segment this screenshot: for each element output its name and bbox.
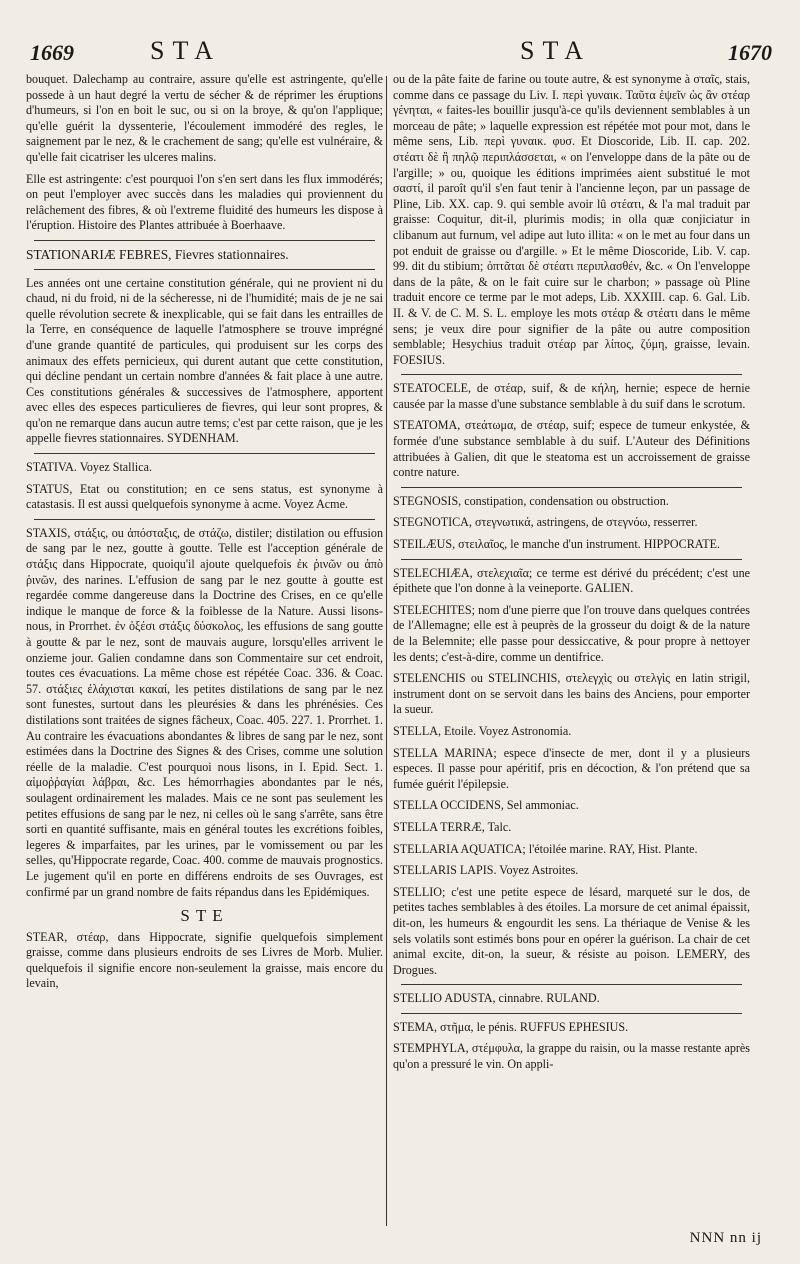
right-entry: STELLIO ADUSTA, cinnabre. RULAND.: [393, 991, 600, 1006]
left-entry: STATUS, Etat ou constitution; en ce sens status, est synonyme à catastasis. Il est aussi quelquefois synonyme à acme. Voyez Acme.: [26, 481, 383, 512]
column-divider: [386, 76, 387, 1226]
entry-separator: [401, 487, 742, 488]
entry-separator: [401, 1013, 742, 1014]
left-entry: STATIVA. Voyez Stallica.: [26, 460, 153, 475]
entry-separator: [34, 453, 375, 454]
right-entry: STEATOCELE, de στέαρ, suif, & de κήλη, hernie; espece de hernie causée par la masse d'une substance semblable à du suif dans le scrotum.: [393, 381, 750, 411]
entry-separator: [34, 519, 375, 520]
right-entry: STELLA, Etoile. Voyez Astronomia.: [393, 723, 572, 738]
right-column: [393, 72, 750, 1079]
right-entry: STELECHITES; nom d'une pierre que l'on trouve dans quelques contrées de l'Allemagne; elle est à peuprès de la grosseur du doigt & de la nature de la Belemnite; elle passe pour dessiccative, & pour propre à nettoyer les dents; c'est-à-dire, comme un dentifrice.: [393, 602, 750, 664]
running-head-left: STA: [150, 36, 222, 65]
right-entry: STEMPHYLA, στέμφυλα, la grappe du raisin, ou la masse restante après qu'on a pressuré le vin. On appli-: [393, 1041, 750, 1072]
entry-separator: [401, 984, 742, 985]
signature-mark: NNN nn ij: [689, 1230, 762, 1246]
right-entry: ou de la pâte faite de farine ou toute autre, & est synonyme à σταῖς, stais, comme dans ce passage du Liv. I. περὶ γυναικ. Ταῦτα ἑψεῖν ὡς ἂν στέαρ γένηται, « faites-les bouillir jusqu'à-ce qu'ils deviennent semblables à un morceau de pâte; » laquelle expression est répétée mot pour mot, dans le même sens, Lib. περὶ γυναικ. φυσ. Et Dioscoride, Lib. II. cap. 202. στέατι δὲ ἢ πηλῷ περιπλάσσεται, « on l'enveloppe dans de la pâte ou de l'argille; » ou, quoique les éditions imprimées aient substitué le mot σαστί, il paroît qu'il s'en faut tenir à l'ancienne leçon, par un passage de Pline, Lib. XX. cap. 9. qui semble avoir lû στέατι, & l'a mal traduit par graisse: Coquitur, dit-il, plurimis modis; in olla quæ conjiciatur in clibanum aut furnum, vel adipe aut luto illita: « on le met au four dans un pot enduit de graisse ou d'argille. » Et le même Dioscoride, Lib. V. cap. 99. dit du stibium; ὀπτᾶται δὲ στέατι περιπλασθέν, &c. « On l'enveloppe dans de la pâte, & on le fait cuire sur le charbon; » passage où Pline traduit encore ce terme par le mot adeps, Lib. XXXIII. cap. 6. Gal. Lib. II. & V. de C. M. S. L. employe les mots στέαρ & στέατι dans le même sens; je veux dire pour signifier de la pâte ou autre composition semblable; Hesychius traduit στέαρ par λίπος, ζύμη, graisse, levain. FOESIUS.: [393, 72, 750, 367]
right-entry: STELLARIS LAPIS. Voyez Astroites.: [393, 863, 579, 878]
left-entry: bouquet. Dalechamp au contraire, assure qu'elle est astringente, qu'elle possede à un haut degré la vertu de sécher & de réprimer les éruptions d'humeurs, si l'on en boit le suc, ou si on la broye, & qu'on l'applique; qu'elle guérit la dyssenterie, l'écoulement immodéré des regles, le saignement par le nez, & le crachement de sang; qu'elle est vulnéraire, & qu'elle fait cicatriser les ulceres malins.: [26, 72, 383, 164]
left-entry: Elle est astringente: c'est pourquoi l'on s'en sert dans les flux immodérés; on peut l'employer avec succès dans les maladies qui proviennent du relâchement des fibres, & où l'extreme fluidité des humeurs les dispose à l'éruption. Histoire des Plantes attribuée à Boerhaave.: [26, 171, 383, 233]
page-number-left: 1669: [30, 40, 74, 65]
entry-separator: [34, 240, 375, 241]
left-entry: Les années ont une certaine constitution générale, qui ne provient ni du chaud, ni du froid, ni de la sécheresse, ni de l'humidité; mais de je ne sai quelle révolution secrete & inexplicable, qui se fait dans les entrailles de la Terre, en conséquence de laquelle l'atmosphere se trouve imprégné d'une grande quantité de particules, qui produisent sur les corps des animaux des effets pernicieux, qui durent autant que cette constitution, qui décline pendant un certain nombre d'années & fait place à une autre. Ces constitutions générales & successives de l'atmosphere, apportent avec elles des especes particulieres de fievres, qui leur sont propres, & qu'on ne remarque dans aucun autre tems; c'est par cette raison, que je les appelle fievres stationnaires. SYDENHAM.: [26, 275, 383, 446]
left-column: [26, 72, 383, 998]
entry-separator: [401, 374, 742, 375]
right-entry: STELENCHIS ou STELINCHIS, στελεγχὶς ou στελγὶς en latin strigil, instrument dont on se servoit dans les bains des Anciens, pour emporter la sueur.: [393, 671, 750, 717]
right-entry: STELLIO; c'est une petite espece de lésard, marqueté sur le dos, de petites taches semblables à des étoiles. La morsure de cet animal épaissit, dit-on, les humeurs & engourdit les sens. La thériaque de Venise & les sels volatils sont estimés bons pour en opérer la guérison. La chair de cet animal excite, dit-on, la sueur, & résiste au poison. LEMERY, des Drogues.: [393, 884, 750, 977]
entry-separator: [34, 269, 375, 270]
right-entry: STELECHIÆA, στελεχιαῖα; ce terme est dérivé du précédent; c'est une épithete que l'on donne à la veineporte. GALIEN.: [393, 565, 750, 596]
left-entry: STEAR, στέαρ, dans Hippocrate, signifie quelquefois simplement graisse, comme dans plusieurs endroits de ses Livres de Morb. Mulier. quelquefois il signifie encore non-seulement la graisse, mais encore du levain,: [26, 929, 383, 991]
right-entry: STELLARIA AQUATICA; l'étoilée marine. RAY, Hist. Plante.: [393, 841, 698, 856]
right-entry: STEGNOTICA, στεγνωτικά, astringens, de στεγνόω, resserrer.: [393, 515, 698, 530]
section-letter: STE: [180, 906, 229, 926]
right-entry: STEGNOSIS, constipation, condensation ou obstruction.: [393, 493, 669, 508]
entry-separator: [401, 559, 742, 560]
right-entry: STEATOMA, στεάτωμα, de στέαρ, suif; espece de tumeur enkystée, & formée d'une substance semblable à du suif. L'Auteur des Définitions attribuées à Galien, dit que le steatoma est un accroissement de graisse contre nature.: [393, 418, 750, 480]
right-entry: STELLA TERRÆ, Talc.: [393, 819, 512, 834]
headword-entry: STATIONARIÆ FEBRES, Fievres stationnaires.: [26, 246, 289, 262]
right-entry: STEILÆUS, στειλαῖος, le manche d'un instrument. HIPPOCRATE.: [393, 537, 720, 552]
running-head-right: STA: [520, 36, 592, 65]
right-entry: STEMA, στῆμα, le pénis. RUFFUS EPHESIUS.: [393, 1019, 629, 1034]
right-entry: STELLA OCCIDENS, Sel ammoniac.: [393, 798, 579, 813]
page-number-right: 1670: [728, 40, 772, 65]
right-entry: STELLA MARINA; espece d'insecte de mer, dont il y a plusieurs especes. Il passe pour apéritif, pris en décoction, & l'on prétend que sa fumée guérit l'épilepsie.: [393, 745, 750, 791]
left-entry: STAXIS, στάξις, ou ἀπόσταξις, de στάζω, distiler; distilation ou effusion de sang par le nez, goutte à goutte. Telle est l'acception générale de στάξις dans Hippocrate, quoiqu'il ajoute quelquefois ἐκ ῥινῶν ou ἀπὸ ῥινῶν, des narines. L'effusion de sang par le nez goutte à goutte est regardée comme dangereuse dans la Doctrine des Crises, en ce qu'elle indique le manque de force & la foiblesse de la Nature. Aussi lisons-nous, in Prorrhet. ἐν ὀξέσι στάξις δύσκολος, les effusions de sang goutte à goutte & par le nez, sont de mauvais augure, lorsqu'elles arrivent le onzieme jour. Galien condamne dans son Commentaire sur cet endroit, toutes ces évacuations. La même chose est répétée Coac. 336. & Coac. 57. στάξιες ἐλάχισται κακαί, les petites distilations de sang par le nez sont funestes, surtout dans les pleurésies & dans les phrénésies. Ces distilations sont traitées de signes fâcheux, Coac. 405. 227. 1. Prorrhet. 1. Au contraire les évacuations abondantes & libres de sang par le nez, sont estimées dans la Doctrine des Signes & des Crises, comme une solution réelle de la maladie. C'est pourquoi nous lisons, in I. Epid. Sect. 1. αἱμοῤῥαγίαι λάβραι, &c. Les hémorrhagies abondantes par le nés, soulagent ordinairement les malades. Mais ce ne sont pas seulement les petites effusions de sang par le nez, ni celles où le sang s'arrête, sans être sorti en quantité suffisante, mais en général toutes les excrétions foibles, legeres & imparfaites, par les urines, par le vomissement ou par les selles, qu'Hippocrate regarde, Coac. 400. comme de mauvais prognostics. Le jugement qu'il en porte en différens endroits de ses Ouvrages, est confirmé par un grand nombre de faits répandus dans les Epidémiques.: [26, 525, 383, 899]
